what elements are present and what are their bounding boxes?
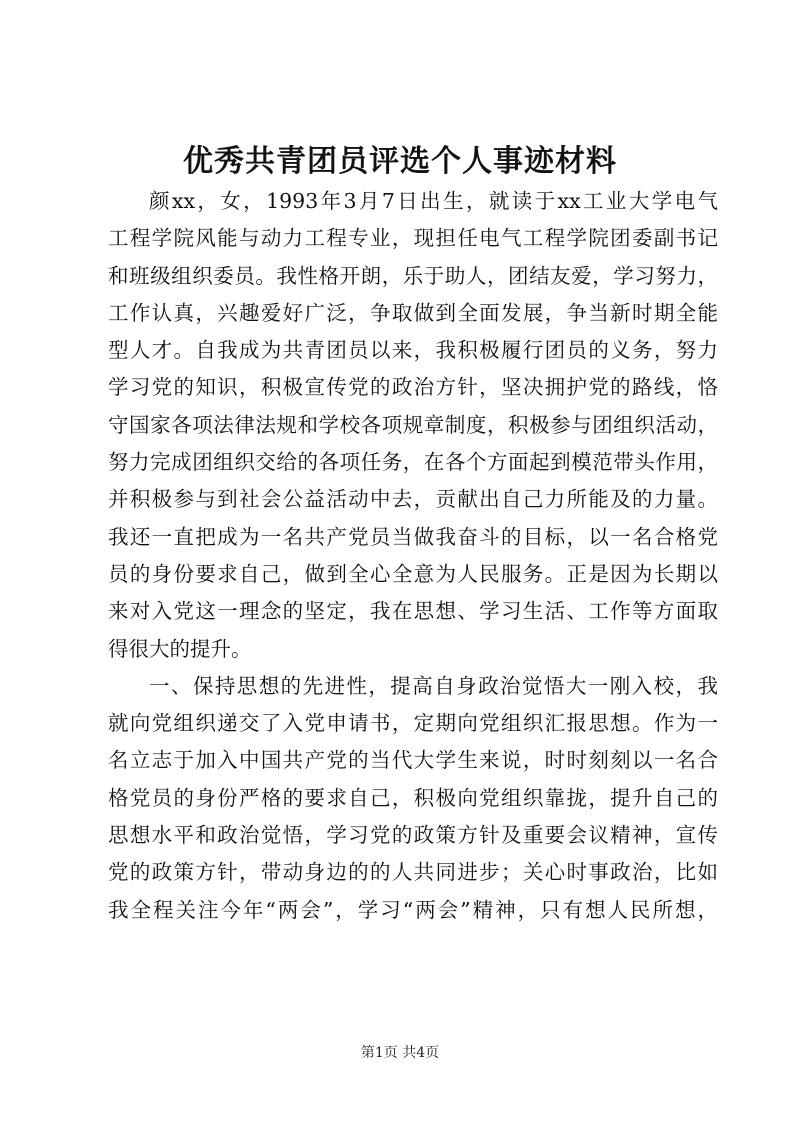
text-line: 型人才。自我成为共青团员以来，我积极履行团员的义务，努力 (108, 338, 718, 363)
text-line: 和班级组织委员。我性格开朗，乐于助人，团结友爱，学习努力， (108, 263, 718, 288)
document-title: 优秀共青团员评选个人事迹材料 (183, 144, 617, 179)
text-line: 就向党组织递交了入党申请书，定期向党组织汇报思想。作为一 (108, 711, 718, 736)
text-line: 工程学院风能与动力工程专业，现担任电气工程学院团委副书记 (108, 226, 718, 251)
text-line: 努力完成团组织交给的各项任务，在各个方面起到模范带头作用， (108, 450, 718, 475)
text-line: 我全程关注今年“两会”，学习“两会”精神，只有想人民所想， (108, 897, 718, 922)
text-line: 格党员的身份严格的要求自己，积极向党组织靠拢，提升自己的 (108, 785, 718, 810)
text-line: 工作认真，兴趣爱好广泛，争取做到全面发展，争当新时期全能 (108, 300, 718, 325)
text-line: 思想水平和政治觉悟，学习党的政策方针及重要会议精神，宣传 (108, 823, 718, 848)
text-line: 我还一直把成为一名共产党员当做我奋斗的目标，以一名合格党 (108, 524, 718, 549)
text-line: 得很大的提升。 (108, 636, 252, 661)
text-line: 守国家各项法律法规和学校各项规章制度，积极参与团组织活动， (108, 412, 718, 437)
document-body (108, 183, 718, 929)
page-number-footer: 第1页 共4页 (360, 1045, 440, 1061)
text-line: 党的政策方针，带动身边的的人共同进步；关心时事政治，比如 (108, 860, 718, 885)
text-line: 员的身份要求自己，做到全心全意为人民服务。正是因为长期以 (108, 561, 718, 586)
text-line: 一、保持思想的先进性，提高自身政治觉悟大一刚入校，我 (149, 673, 718, 698)
text-line: 名立志于加入中国共产党的当代大学生来说，时时刻刻以一名合 (108, 748, 718, 773)
text-line: 并积极参与到社会公益活动中去，贡献出自己力所能及的力量。 (108, 487, 718, 512)
text-line: 颜xx，女，1993年3月7日出生，就读于xx工业大学电气 (149, 189, 718, 213)
text-line: 来对入党这一理念的坚定，我在思想、学习生活、工作等方面取 (108, 599, 718, 624)
text-line: 学习党的知识，积极宣传党的政治方针，坚决拥护党的路线，恪 (108, 375, 718, 400)
